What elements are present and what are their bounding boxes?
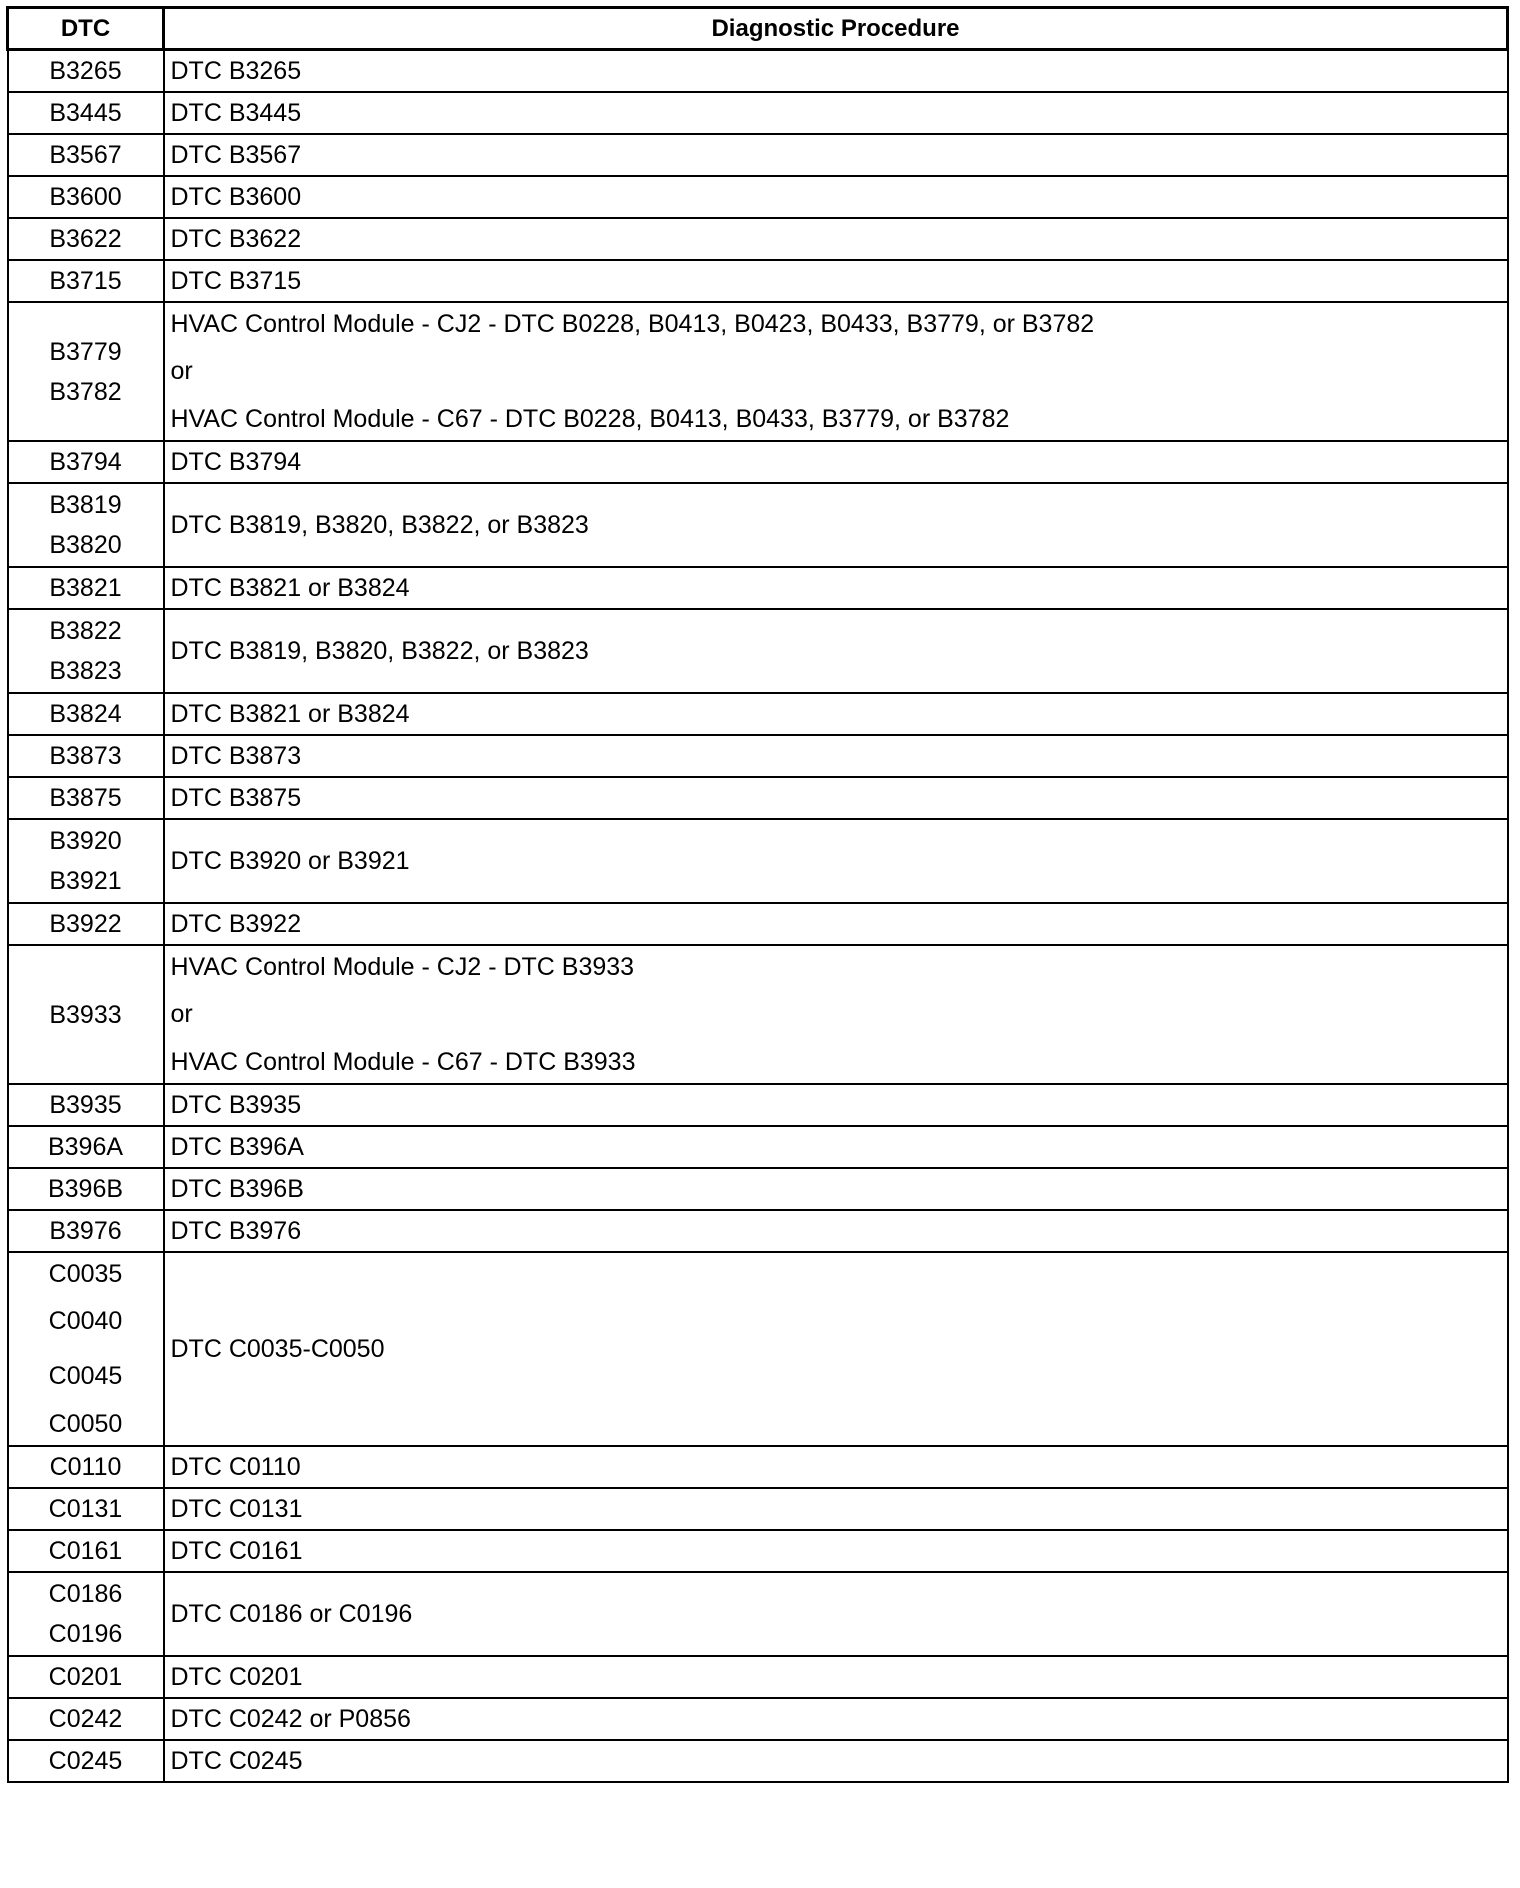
dtc-code: C0196 xyxy=(48,1620,123,1648)
table-row xyxy=(8,819,1508,903)
procedure-cell xyxy=(164,609,1508,693)
procedure-cell xyxy=(164,302,1508,441)
dtc-code-cell xyxy=(8,1126,164,1168)
dtc-code-cell xyxy=(8,567,164,609)
procedure-cell xyxy=(164,1572,1508,1656)
dtc-code-cell xyxy=(8,1084,164,1126)
procedure-text: DTC B3875 xyxy=(170,784,302,812)
dtc-code-cell xyxy=(8,1740,164,1782)
procedure-text: HVAC Control Module - CJ2 - DTC B0228, B0413, B0423, B0433, B3779, or B3782 xyxy=(170,310,1095,338)
dtc-code: C0186 xyxy=(48,1580,123,1608)
dtc-code-cell xyxy=(8,218,164,260)
dtc-code: B3782 xyxy=(49,377,122,406)
dtc-code-cell xyxy=(8,1446,164,1488)
procedure-cell xyxy=(164,945,1508,1084)
dtc-code: B3445 xyxy=(49,99,122,127)
table-row xyxy=(8,1488,1508,1530)
procedure-text: or xyxy=(170,357,193,385)
dtc-code-cell xyxy=(8,1252,164,1446)
dtc-code: B3873 xyxy=(49,742,122,770)
procedure-text: DTC B3819, B3820, B3822, or B3823 xyxy=(170,637,589,665)
dtc-code-cell xyxy=(8,1572,164,1656)
dtc-code: C0110 xyxy=(49,1453,122,1481)
procedure-text: DTC B3600 xyxy=(170,183,302,211)
dtc-code-cell xyxy=(8,735,164,777)
procedure-text: DTC B3265 xyxy=(170,57,302,85)
dtc-code-cell xyxy=(8,50,164,93)
dtc-code: B3824 xyxy=(49,700,122,728)
table-row xyxy=(8,1740,1508,1782)
table-row xyxy=(8,260,1508,302)
dtc-code: C0161 xyxy=(48,1537,123,1565)
procedure-text: HVAC Control Module - C67 - DTC B0228, B0413, B0433, B3779, or B3782 xyxy=(170,405,1010,433)
dtc-code-cell xyxy=(8,1698,164,1740)
table-header xyxy=(8,8,1508,50)
procedure-cell xyxy=(164,693,1508,735)
table-row xyxy=(8,483,1508,567)
dtc-column-header: DTC xyxy=(8,8,164,50)
procedure-text: DTC C0201 xyxy=(170,1663,303,1691)
dtc-code-cell xyxy=(8,302,164,441)
table-row xyxy=(8,1168,1508,1210)
procedure-cell xyxy=(164,92,1508,134)
procedure-text: DTC B3715 xyxy=(170,267,302,295)
procedure-text: HVAC Control Module - CJ2 - DTC B3933 xyxy=(170,953,635,981)
dtc-code: B3935 xyxy=(49,1091,122,1119)
procedure-text: DTC B3445 xyxy=(170,99,302,127)
procedure-text: DTC C0110 xyxy=(170,1453,301,1481)
table-body xyxy=(8,50,1508,1783)
dtc-code-cell xyxy=(8,945,164,1084)
dtc-code: B3794 xyxy=(49,448,122,476)
procedure-cell xyxy=(164,903,1508,945)
dtc-code-cell xyxy=(8,483,164,567)
procedure-column-header: Diagnostic Procedure xyxy=(164,8,1508,50)
dtc-code: C0050 xyxy=(48,1410,123,1438)
table-row xyxy=(8,302,1508,441)
dtc-code: B3567 xyxy=(49,141,122,169)
procedure-cell xyxy=(164,1168,1508,1210)
dtc-code-cell xyxy=(8,441,164,483)
procedure-text: or xyxy=(170,1000,193,1028)
table-row xyxy=(8,1126,1508,1168)
dtc-code: B3933 xyxy=(49,1000,122,1029)
dtc-code: B3779 xyxy=(49,337,122,366)
procedure-cell xyxy=(164,1740,1508,1782)
table-row xyxy=(8,1572,1508,1656)
dtc-code: B3822 xyxy=(49,617,122,645)
procedure-text: DTC B3819, B3820, B3822, or B3823 xyxy=(170,511,589,539)
procedure-cell xyxy=(164,218,1508,260)
dtc-code: B3875 xyxy=(49,784,122,812)
dtc-code-cell xyxy=(8,609,164,693)
dtc-code-cell xyxy=(8,260,164,302)
dtc-code-cell xyxy=(8,1488,164,1530)
procedure-text: DTC C0242 or P0856 xyxy=(170,1705,411,1733)
table-row xyxy=(8,735,1508,777)
table-row xyxy=(8,945,1508,1084)
dtc-code-cell xyxy=(8,176,164,218)
procedure-cell xyxy=(164,176,1508,218)
dtc-code-cell xyxy=(8,1656,164,1698)
procedure-cell xyxy=(164,1488,1508,1530)
dtc-code: B3715 xyxy=(49,267,122,295)
procedure-text: DTC B3976 xyxy=(170,1217,302,1245)
table-row xyxy=(8,1656,1508,1698)
dtc-code-cell xyxy=(8,777,164,819)
procedure-text: DTC B3821 or B3824 xyxy=(170,700,410,728)
procedure-cell xyxy=(164,1126,1508,1168)
table-row xyxy=(8,218,1508,260)
dtc-code: B3821 xyxy=(49,574,122,602)
table-row xyxy=(8,441,1508,483)
procedure-text: DTC B3567 xyxy=(170,141,302,169)
table-row xyxy=(8,1530,1508,1572)
dtc-code: C0045 xyxy=(48,1362,123,1390)
procedure-text: DTC B3920 or B3921 xyxy=(170,847,410,875)
procedure-cell xyxy=(164,1210,1508,1252)
dtc-code: C0201 xyxy=(48,1663,123,1691)
procedure-text: DTC B3821 or B3824 xyxy=(170,574,410,602)
procedure-text: DTC C0186 or C0196 xyxy=(170,1600,413,1628)
dtc-code: C0035 xyxy=(48,1260,123,1288)
dtc-code-cell xyxy=(8,134,164,176)
procedure-text: DTC B3622 xyxy=(170,225,302,253)
table-row xyxy=(8,1252,1508,1446)
procedure-cell xyxy=(164,1252,1508,1446)
table-row xyxy=(8,1210,1508,1252)
dtc-code: B3600 xyxy=(49,183,122,211)
dtc-code-cell xyxy=(8,819,164,903)
procedure-text: DTC B3873 xyxy=(170,742,302,770)
dtc-code: C0131 xyxy=(48,1495,123,1523)
dtc-code-cell xyxy=(8,1530,164,1572)
dtc-code-cell xyxy=(8,1168,164,1210)
table-row xyxy=(8,567,1508,609)
procedure-cell xyxy=(164,735,1508,777)
table-row xyxy=(8,903,1508,945)
dtc-code: B3265 xyxy=(49,57,122,85)
table-row xyxy=(8,176,1508,218)
dtc-code: B3622 xyxy=(49,225,122,253)
procedure-cell xyxy=(164,134,1508,176)
dtc-code: C0040 xyxy=(48,1307,123,1335)
table-row xyxy=(8,609,1508,693)
procedure-cell xyxy=(164,1084,1508,1126)
procedure-cell xyxy=(164,777,1508,819)
dtc-code: B3976 xyxy=(49,1217,122,1245)
procedure-cell xyxy=(164,1698,1508,1740)
dtc-code-cell xyxy=(8,903,164,945)
dtc-code-cell xyxy=(8,92,164,134)
procedure-cell xyxy=(164,1530,1508,1572)
dtc-code: B3920 xyxy=(49,827,122,855)
dtc-code: B3819 xyxy=(49,491,122,519)
procedure-cell xyxy=(164,1656,1508,1698)
dtc-code: B396A xyxy=(47,1133,124,1161)
procedure-text: HVAC Control Module - C67 - DTC B3933 xyxy=(170,1048,636,1076)
table-row xyxy=(8,92,1508,134)
procedure-text: DTC C0161 xyxy=(170,1537,303,1565)
header-row xyxy=(8,8,1508,50)
procedure-text: DTC B396A xyxy=(170,1133,304,1161)
procedure-text: DTC B3794 xyxy=(170,448,302,476)
procedure-cell xyxy=(164,441,1508,483)
dtc-code: C0242 xyxy=(48,1705,123,1733)
procedure-cell xyxy=(164,483,1508,567)
dtc-code: C0245 xyxy=(48,1747,123,1775)
dtc-code: B3921 xyxy=(49,867,122,895)
procedure-text: DTC B3922 xyxy=(170,910,302,938)
procedure-cell xyxy=(164,819,1508,903)
procedure-text: DTC B396B xyxy=(170,1175,304,1203)
table-row xyxy=(8,693,1508,735)
dtc-code: B3820 xyxy=(49,531,122,559)
procedure-cell xyxy=(164,260,1508,302)
procedure-text: DTC C0245 xyxy=(170,1747,303,1775)
procedure-cell xyxy=(164,567,1508,609)
procedure-text: DTC C0035-C0050 xyxy=(170,1335,385,1363)
dtc-table xyxy=(6,6,1509,1783)
table-row xyxy=(8,777,1508,819)
dtc-code-cell xyxy=(8,693,164,735)
table-row xyxy=(8,134,1508,176)
table-row xyxy=(8,1698,1508,1740)
procedure-text: DTC B3935 xyxy=(170,1091,302,1119)
dtc-code: B396B xyxy=(47,1175,124,1203)
dtc-code: B3823 xyxy=(49,657,122,685)
dtc-code: B3922 xyxy=(49,910,122,938)
table-row xyxy=(8,50,1508,93)
table-row xyxy=(8,1446,1508,1488)
dtc-code-cell xyxy=(8,1210,164,1252)
procedure-cell xyxy=(164,50,1508,93)
procedure-cell xyxy=(164,1446,1508,1488)
table-row xyxy=(8,1084,1508,1126)
procedure-text: DTC C0131 xyxy=(170,1495,303,1523)
